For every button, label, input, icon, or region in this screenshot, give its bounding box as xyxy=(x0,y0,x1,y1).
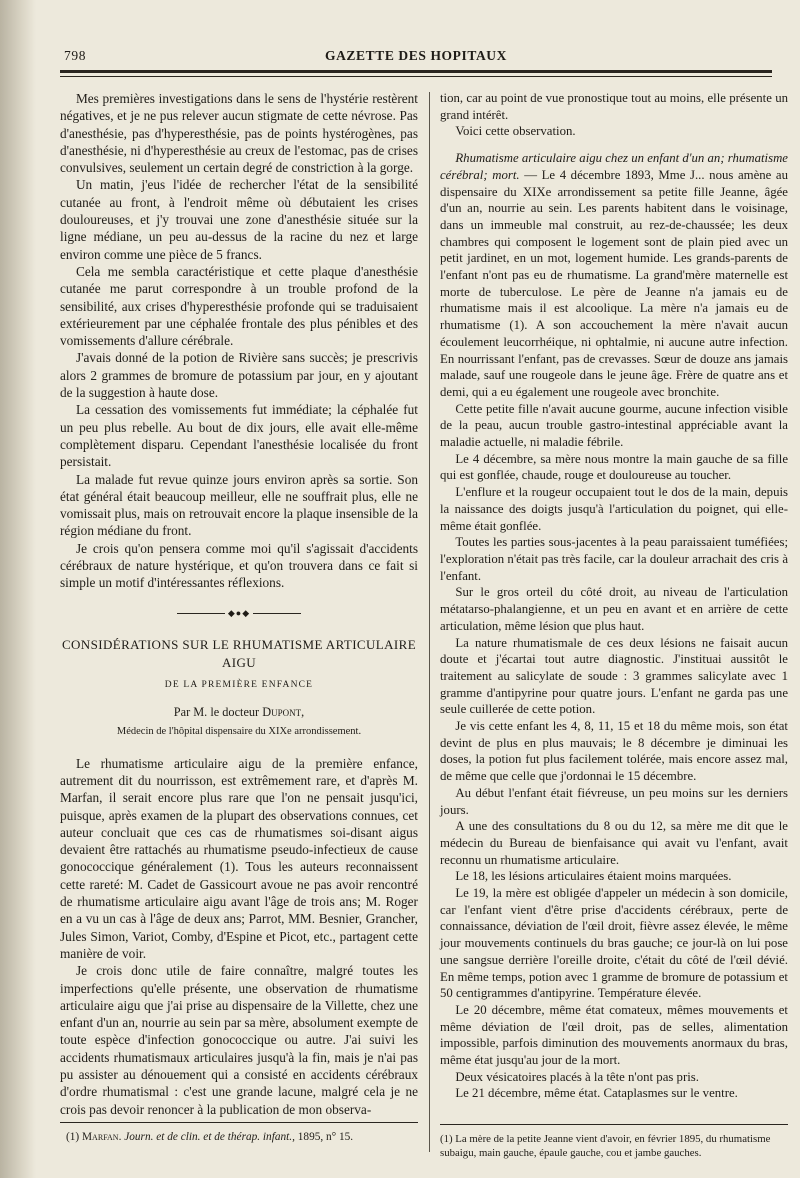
footnote-marker: (1) xyxy=(66,1131,80,1143)
paragraph: Le 21 décembre, même état. Cataplasmes sur le ventre. xyxy=(455,1086,738,1101)
paragraph: La nature rhumatismale de ces deux lésions ne faisait aucun doute et j'écartai tout autre diagnostic. J'instituai aussitôt le traitement au salicylate de soude : 3 grammes salicylate avec 1 gramme d'antipyrine pour quatre jours. L'enfant ne garda pas une seule cuillerée de cette potion. xyxy=(440,635,788,717)
paragraph: Deux vésicatoires placés à la tête n'ont pas pris. xyxy=(455,1069,699,1084)
right-footnote: (1) La mère de la petite Jeanne vient d'avoir, en février 1895, du rhumatisme subaigu, main gauche, épaule gauche, cou et jambe gauches. xyxy=(440,1133,771,1159)
paragraph: La malade fut revue quinze jours environ après sa sortie. Son état général était beaucoup meilleur, elle ne souffrait plus, elle ne vomissait plus, mais on retrouvait encore la plaque insensible de la région médiane du front. xyxy=(60,471,418,539)
paragraph: Le rhumatisme articulaire aigu de la première enfance, autrement dit du nourrisson, est extrêmement rare, et d'après M. Marfan, il serait encore plus rare que l'on ne pensait jusqu'ici, puisque, après examen de la plupart des observations connues, cet auteur concluait que ces cas de rhumatismes soi-disant aigus devaient être rattachés au rhumatisme pseudo-infectieux de cause gonococcique généralement (1). Tous les auteurs reconnaissent cette rareté: M. Cadet de Gassicourt avoue ne pas avoir rencontré de rhumatisme articulaire aigu avant l'âge de trois ans; M. Roger en a vu un cas à l'âge de deux ans; Parrot, MM. Besnier, Grancher, Jules Simon, Variot, Comby, d'Espine et Picot, etc., partagent cette manière de voir. xyxy=(60,755,418,961)
paragraph: Cette petite fille n'avait aucune gourme, aucune infection visible de la peau, aucun trouble gastro-intestinal appréciable avant la maladie actuelle, ni maladie fébrile. xyxy=(440,401,788,450)
byline-prefix: Par M. le docteur xyxy=(173,705,260,720)
paragraph: Mes premières investigations dans le sens de l'hystérie restèrent négatives, et je ne pus relever aucun stigmate de cette névrose. Pas d'anesthésie, pas d'hyperesthésie, pas de points hystérogènes, pas d'anesthésie, ni d'hyperesthésie au creux de l'estomac, pas de crises convulsives, seulement un certain degré de constriction à la gorge. xyxy=(60,91,418,176)
page-number: 798 xyxy=(64,48,87,63)
footnote-journal: Journ. et de clin. et de thérap. infant., xyxy=(124,1131,295,1143)
article-byline xyxy=(60,704,418,721)
paragraph: Le 4 décembre, sa mère nous montre la main gauche de sa fille qui est gonflée, chaude, rouge et douloureuse au toucher. xyxy=(440,451,788,483)
paragraph: J'avais donné de la potion de Rivière sans succès; je prescrivis alors 2 grammes de bromure de potassium par jour, en y ajoutant de la suggestion à haute dose. xyxy=(60,350,418,401)
header-rule-thin xyxy=(60,76,772,77)
page-header xyxy=(60,44,772,66)
paragraph: L'enflure et la rougeur occupaient tout le dos de la main, depuis la naissance des doigts jusqu'à l'articulation du poignet, qui elle-même était gonflée. xyxy=(440,485,788,533)
case-text: — Le 4 décembre 1893, Mme J... nous amène au dispensaire du XIXe arrondissement sa petite fille Jeanne, âgée d'un an, nourrie au sein. Les parents habitent dans le voisinage, dans un immeuble mal construit, au rez-de-chaussée; les deux chambres qui composent le logement sont de plain pied avec un petit jardinet, en un mot, logement humide. Les grands-parents de l'enfant n'ont pas eu de rhumatisme. La grand'mère maternelle est morte de tuberculose. Le père de Jeanne n'a jamais eu de rhumatisme mais il est alcoolique. La mère n'a jamais eu de rhumatisme (1). A son accouchement la mère n'avait aucun écoulement leucorrhéique, ni ophtalmie, ni aucune autre infection. En nourrissant l'enfant, pas de crevasses. Sœur de douze ans jamais malade, sauf une rougeole dans le jeune âge. Frère de quatre ans et demi, qui a eu également une rougeole avec bronchite. xyxy=(440,167,789,399)
case-title: Rhumatisme articulaire aigu chez un enfant d'un an; rhumatisme cérébral; mort. xyxy=(440,151,788,182)
case-paragraph xyxy=(440,150,788,401)
paragraph: Je crois donc utile de faire connaître, malgré toutes les imperfections qu'elle présente, une observation de rhumatisme articulaire aigu que j'ai prise au dispensaire de la Villette, chez une enfant d'un an, nourrie au sein par sa mère, absolument exempte de toute espèce d'infection gonococcique ou autre. J'ai suivi les accidents rhumatismaux articulaires jusqu'à la fin, mais je n'ai pas pu assister au dénouement qui a consisté en accidents cérébraux d'ordre rhumatismal : c'est une grande lacune, malgré cela je ne crois pas devoir renoncer à la publication de mon observa- xyxy=(60,963,418,1117)
paragraph: Cela me sembla caractéristique et cette plaque d'anesthésie cutanée me parut correspondre à un trouble profond de la sensibilité, aux crises d'hyperesthésie profonde qui se traduisaient extérieurement par une céphalée frontale des plus pénibles et des vomissements d'allure cérébrale. xyxy=(60,263,418,349)
author-name: Dupont, xyxy=(262,705,305,720)
footnote-ref: 1895, n° 15. xyxy=(297,1131,354,1143)
paragraph: Voici cette observation. xyxy=(455,124,576,139)
journal-title: GAZETTE DES HOPITAUX xyxy=(324,48,508,63)
paragraph: Le 19, la mère est obligée d'appeler un médecin à son domicile, car l'enfant vient d'être prise d'accidents cérébraux, perte de connaissance, déviation de l'œil droit, fièvre assez élevée, le même jour mouvements continuels du bras gauche; ce jour-là on lui pose une sangsue derrière l'oreille droite, c'était du côté de l'œil dévié. En même temps, potion avec 1 gramme de bromure de potassium et 50 centigrammes d'antipyrine. Température élevée. xyxy=(440,886,788,1001)
paragraph: Au début l'enfant était fiévreuse, un peu moins sur les derniers jours. xyxy=(440,785,788,817)
paragraph: Je vis cette enfant les 4, 8, 11, 15 et 18 du même mois, son état devint de plus en plus mauvais; le 8 décembre je diminuai les doses, la potion fut plus facilement tolérée, mais encore assez mal, de même que celle que j'ordonnai le 15 décembre. xyxy=(440,719,788,784)
article-subtitle: DE LA PREMIÈRE ENFANCE xyxy=(164,679,314,690)
paragraph: La cessation des vomissements fut immédiate; la céphalée fut un peu plus rebelle. Au bout de dix jours, elle avait elle-même complètement disparu. Cependant l'anesthésie localisée du front persistait. xyxy=(60,402,418,470)
paragraph: Je crois qu'on pensera comme moi qu'il s'agissait d'accidents cérébraux de nature hystérique, et qu'on trouvera dans ce fait si simple un motif d'intéressantes réflexions. xyxy=(60,540,418,591)
left-footnote-rule xyxy=(60,1122,418,1123)
paragraph: Sur le gros orteil du côté droit, au niveau de l'articulation métatarso-phalangienne, et un peu en avant et en arrière de cette articulation, même lésion que plus haut. xyxy=(440,585,788,633)
paragraph: A une des consultations du 8 ou du 12, sa mère me dit que le médecin du Bureau de bienfaisance qui avait vu l'enfant, avait reconnu un rhumatisme articulaire. xyxy=(440,819,788,867)
column-divider xyxy=(429,92,430,1152)
page-binding-edge xyxy=(0,0,36,1178)
footnote-author: Marfan. xyxy=(82,1131,122,1143)
right-footnote-rule xyxy=(440,1124,788,1125)
paragraph: tion, car au point de vue pronostique tout au moins, elle présente un grand intérêt. xyxy=(440,91,788,122)
left-footnote xyxy=(66,1130,416,1145)
header-rule-thick xyxy=(60,70,772,73)
paragraph: Toutes les parties sous-jacentes à la peau paraissaient tuméfiées; l'exploration n'était pas très facile, car la douleur arrachait des cris à l'enfant. xyxy=(440,535,788,583)
left-column xyxy=(60,90,418,1118)
section-ornament: ◆●◆ xyxy=(60,604,418,623)
right-column xyxy=(440,90,788,1102)
paragraph: Le 18, les lésions articulaires étaient moins marquées. xyxy=(455,869,732,884)
paragraph: Un matin, j'eus l'idée de rechercher l'état de la sensibilité cutanée au front, à l'endroit même où débutaient les crises douloureuses, et j'y trouvai une zone d'anesthésie située sur la ligne médiane, un peu au-dessus de la racine du nez et large environ comme une pièce de 5 francs. xyxy=(60,177,418,262)
paragraph: Le 20 décembre, même état comateux, mêmes mouvements et même déviation de l'œil droit, pas de selles, alimentation impossible, parfois diminution des mouvements anormaux du bras, même état jusqu'au jour de la mort. xyxy=(440,1002,788,1068)
article-title: CONSIDÉRATIONS SUR LE RHUMATISME ARTICULAIRE AIGU xyxy=(61,637,417,670)
author-affiliation: Médecin de l'hôpital dispensaire du XIXe arrondissement. xyxy=(116,726,362,738)
